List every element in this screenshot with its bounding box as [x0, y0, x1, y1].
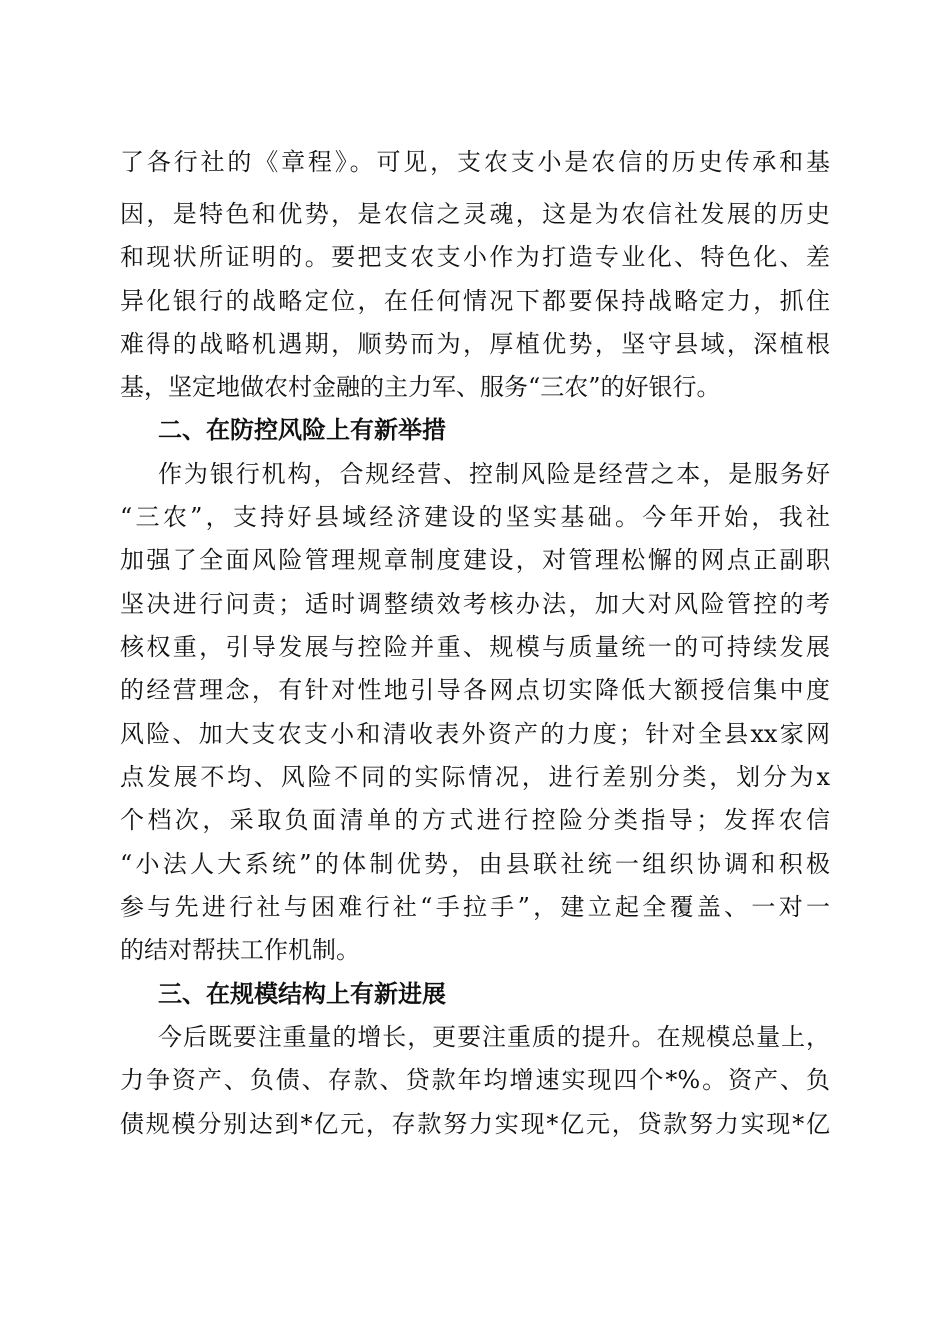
paragraph-3-line-2: 力争资产、负债、存款、贷款年均增速实现四个*%。资产、负 [120, 1066, 830, 1094]
paragraph-2-line-12: 的结对帮扶工作机制。 [120, 936, 360, 964]
paragraph-1-line-5: 难得的战略机遇期，顺势而为，厚植优势，坚守县域，深植根 [120, 330, 830, 358]
paragraph-2-line-7: 风险、加大支农支小和清收表外资产的力度；针对全县xx家网 [120, 720, 830, 748]
paragraph-1-line-3: 和现状所证明的。要把支农支小作为打造专业化、特色化、差 [120, 243, 830, 271]
paragraph-1-line-6: 基，坚定地做农村金融的主力军、服务“三农”的好银行。 [120, 373, 721, 401]
section-heading-3: 三、在规模结构上有新进展 [158, 980, 446, 1008]
paragraph-3-line-1: 今后既要注重量的增长，更要注重质的提升。在规模总量上， [158, 1023, 830, 1051]
paragraph-2-line-10: “小法人大系统”的体制优势，由县联社统一组织协调和积极 [120, 850, 830, 878]
paragraph-2-line-8: 点发展不均、风险不同的实际情况，进行差别分类，划分为x [120, 763, 830, 791]
paragraph-2-line-1: 作为银行机构，合规经营、控制风险是经营之本，是服务好 [158, 460, 830, 488]
section-heading-2: 二、在防控风险上有新举措 [158, 416, 446, 444]
paragraph-2-line-9: 个档次，采取负面清单的方式进行控险分类指导；发挥农信 [120, 806, 830, 834]
paragraph-2-line-11: 参与先进行社与困难行社“手拉手”，建立起全覆盖、一对一 [120, 893, 830, 921]
paragraph-2-line-4: 坚决进行问责；适时调整绩效考核办法，加大对风险管控的考 [120, 590, 830, 618]
paragraph-3-line-3: 债规模分别达到*亿元，存款努力实现*亿元，贷款努力实现*亿 [120, 1110, 830, 1138]
paragraph-2-line-5: 核权重，引导发展与控险并重、规模与质量统一的可持续发展 [120, 633, 830, 661]
paragraph-2-line-6: 的经营理念，有针对性地引导各网点切实降低大额授信集中度 [120, 676, 830, 704]
paragraph-2-line-2: “三农”，支持好县域经济建设的坚实基础。今年开始，我社 [120, 503, 830, 531]
paragraph-1-line-2: 因，是特色和优势，是农信之灵魂，这是为农信社发展的历史 [120, 200, 830, 228]
paragraph-1-line-1: 了各行社的《章程》。可见，支农支小是农信的历史传承和基 [120, 148, 830, 176]
paragraph-2-line-3: 加强了全面风险管理规章制度建设，对管理松懈的网点正副职 [120, 546, 830, 574]
paragraph-1-line-4: 异化银行的战略定位，在任何情况下都要保持战略定力，抓住 [120, 287, 830, 315]
